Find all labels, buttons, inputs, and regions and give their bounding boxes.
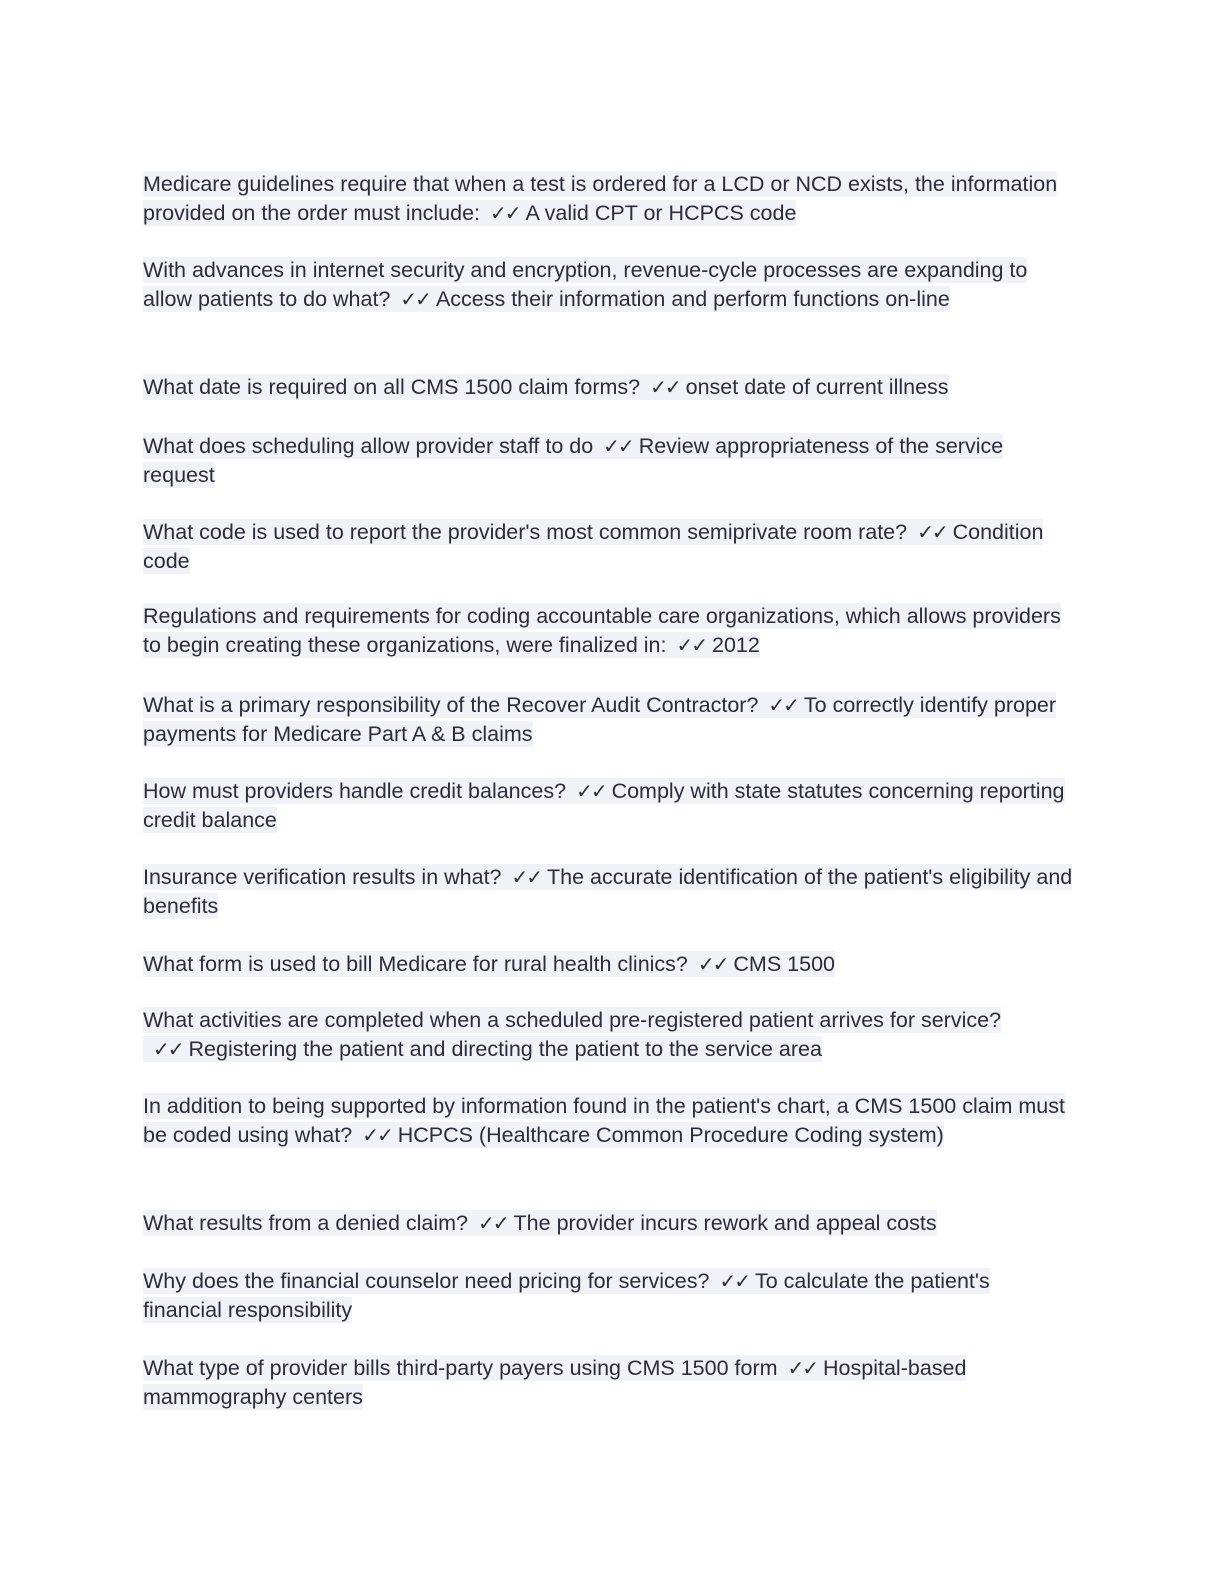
qa-item [143,256,1073,314]
check-icon: ✓✓ [787,1356,818,1380]
question-text: Why does the financial counselor need pricing for services? [143,1269,710,1293]
answer-text: A valid CPT or HCPCS code [525,201,797,225]
check-icon: ✓✓ [490,201,520,225]
answer-text: Registering the patient and directing the patient to the service area [188,1037,822,1061]
check-icon: ✓✓ [153,1037,183,1061]
qa-item [143,518,1073,576]
answer-text: onset date of current illness [685,375,949,399]
qa-item [143,170,1073,228]
question-text: What activities are completed when a scheduled pre-registered patient arrives for service? [143,1008,1002,1032]
question-text: What type of provider bills third-party payers using CMS 1500 form [143,1356,778,1380]
answer-text: Review appropriateness of the service request [143,434,1004,487]
question-text: What date is required on all CMS 1500 claim forms? [143,375,641,399]
check-icon: ✓✓ [603,434,633,458]
question-text: How must providers handle credit balances? [143,779,567,803]
question-text: In addition to being supported by information found in the patient's chart, a CMS 1500 claim must be coded using what? [143,1094,1065,1147]
question-text: What does scheduling allow provider staff to do [143,434,594,458]
check-icon: ✓✓ [697,952,728,976]
answer-text: Access their information and perform functions on-line [435,287,950,311]
qa-item [143,691,1073,749]
qa-item [143,1354,1073,1412]
question-text: Insurance verification results in what? [143,865,502,889]
answer-text: Hospital-based mammography centers [143,1356,967,1409]
answer-text: CMS 1500 [733,952,835,976]
answer-text: 2012 [712,633,760,657]
answer-text: The accurate identification of the patient's eligibility and benefits [143,865,1073,918]
question-text: Medicare guidelines require that when a test is ordered for a LCD or NCD exists, the information provided on the order must include: [143,172,1058,225]
check-icon: ✓✓ [917,520,947,544]
question-text: What form is used to bill Medicare for rural health clinics? [143,952,688,976]
qa-item [143,863,1073,921]
qa-item [143,373,1073,402]
check-icon: ✓✓ [478,1211,508,1235]
question-text: Regulations and requirements for coding accountable care organizations, which allows providers to begin creating these organizations, were finalized in: [143,604,1061,657]
question-text: What is a primary responsibility of the Recover Audit Contractor? [143,693,759,717]
check-icon: ✓✓ [362,1123,392,1147]
qa-item [143,1209,1073,1238]
question-text: With advances in internet security and encryption, revenue-cycle processes are expanding to allow patients to do what? [143,258,1028,311]
answer-text: Comply with state statutes concerning reporting credit balance [143,779,1065,832]
qa-item [143,432,1073,490]
answer-text: Condition code [143,520,1044,573]
check-icon: ✓✓ [650,375,680,399]
answer-text: To correctly identify proper payments for Medicare Part A & B claims [143,693,1057,746]
qa-item [143,1006,1073,1064]
question-text: What results from a denied claim? [143,1211,469,1235]
qa-item [143,1092,1073,1150]
qa-item [143,602,1073,660]
check-icon: ✓✓ [719,1269,749,1293]
check-icon: ✓✓ [400,287,430,311]
answer-text: To calculate the patient's financial responsibility [143,1269,990,1322]
qa-item [143,777,1073,835]
check-icon: ✓✓ [576,779,606,803]
qa-item [143,1267,1073,1325]
check-icon: ✓✓ [768,693,798,717]
question-text: What code is used to report the provider's most common semiprivate room rate? [143,520,908,544]
answer-text: HCPCS (Healthcare Common Procedure Coding system) [397,1123,944,1147]
check-icon: ✓✓ [676,633,707,657]
answer-text: The provider incurs rework and appeal costs [513,1211,937,1235]
check-icon: ✓✓ [511,865,542,889]
qa-item [143,950,1073,979]
